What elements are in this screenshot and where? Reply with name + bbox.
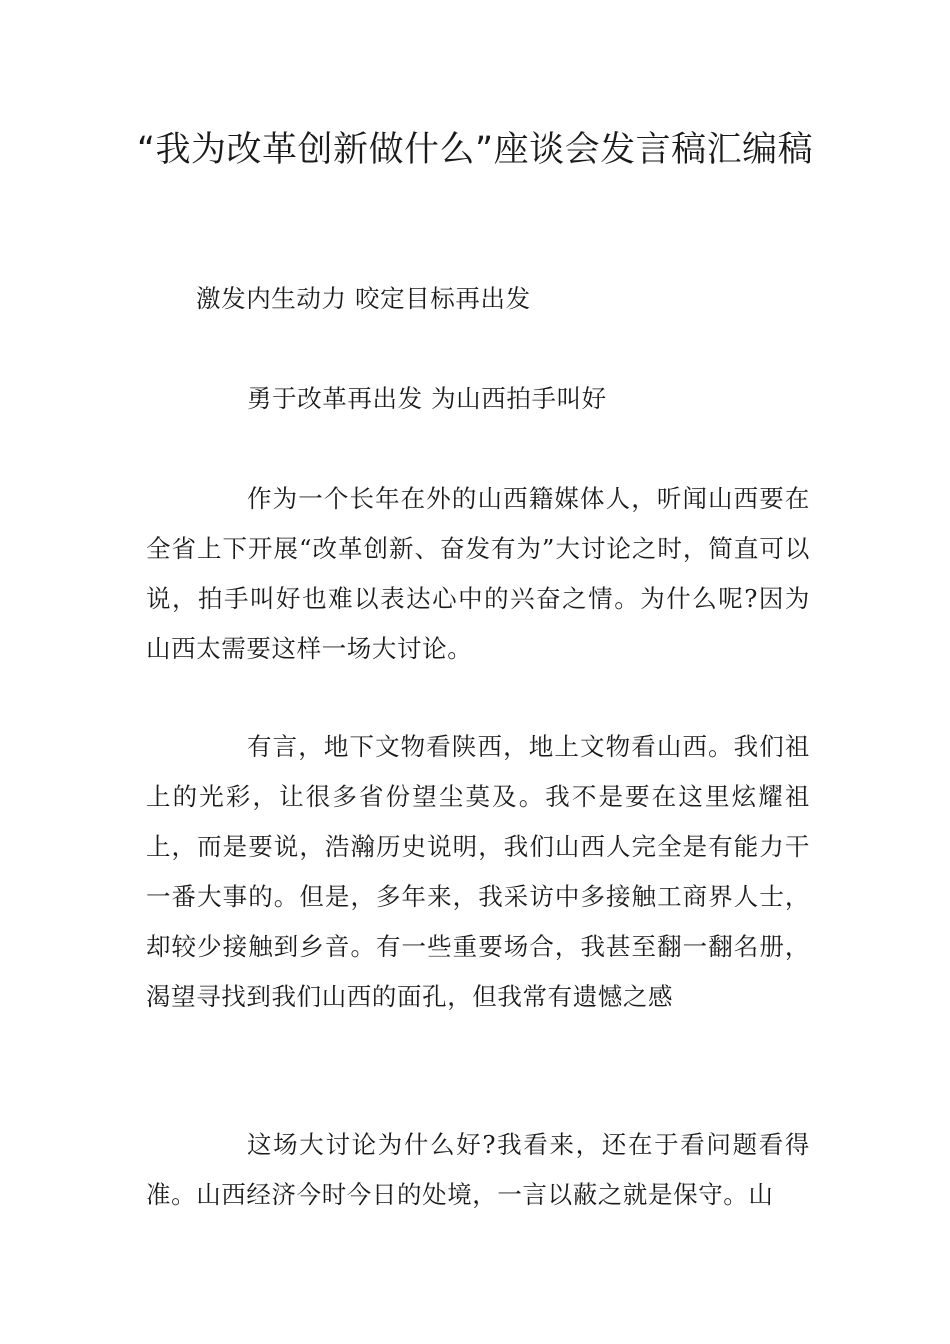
paragraph: 有言，地下文物看陕西，地上文物看山西。我们祖上的光彩，让很多省份望尘莫及。我不是要在这里炫耀祖上，而是要说，浩瀚历史说明，我们山西人完全是有能力干一番大事的。但是，多年来，我采访中多接触工商界人士，却较少接触到乡音。有一些重要场合，我甚至翻一翻名册，渴望寻找到我们山西的面孔，但我常有遗憾之感 — [146, 732, 810, 1011]
document-title: “我为改革创新做什么”座谈会发言稿汇编稿 — [136, 130, 814, 170]
paragraph: 作为一个长年在外的山西籍媒体人，听闻山西要在全省上下开展“改革创新、奋发有为”大讨论之时，简直可以说，拍手叫好也难以表达心中的兴奋之情。为什么呢?因为山西太需要这样一场大讨论。 — [146, 484, 810, 663]
paragraph: 这场大讨论为什么好?我看来，还在于看问题看得准。山西经济今时今日的处境，一言以蔽之就是保守。山 — [146, 1130, 810, 1209]
section-subheading: 勇于改革再出发 为山西拍手叫好 — [247, 384, 607, 413]
section-heading: 激发内生动力 咬定目标再出发 — [196, 284, 531, 313]
